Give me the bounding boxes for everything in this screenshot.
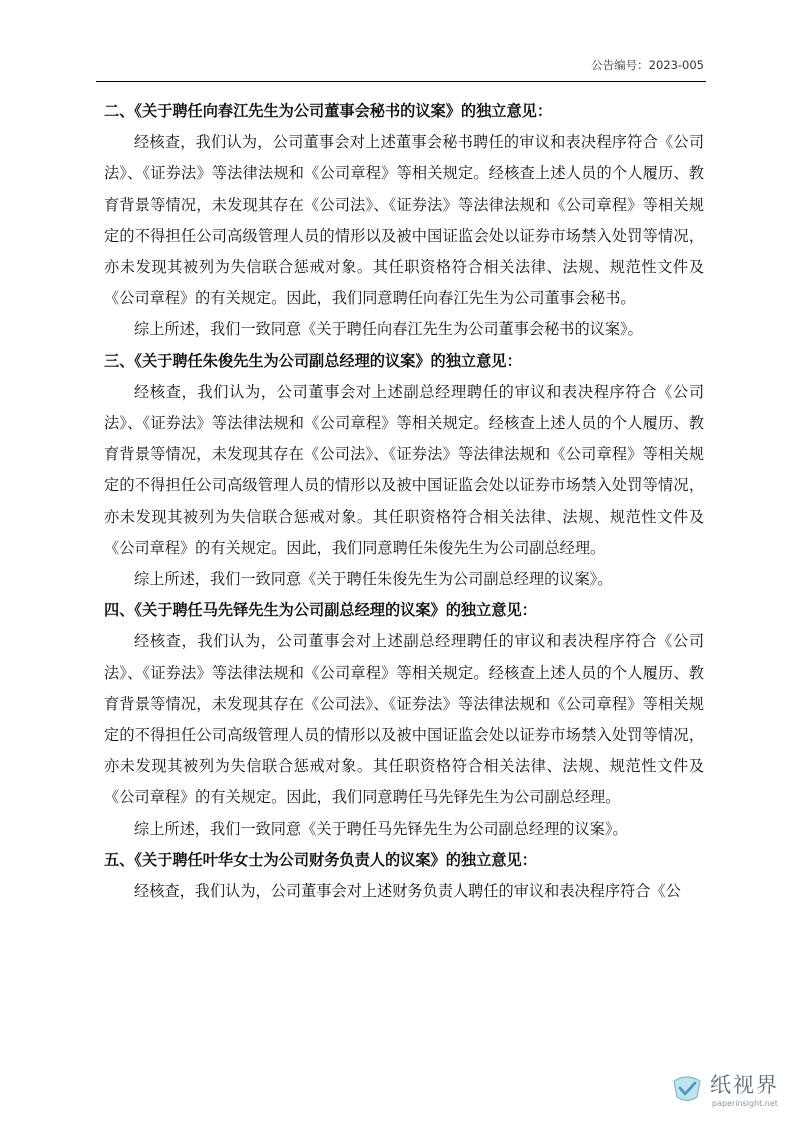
opinion-paragraph-4: 经核查，我们认为，公司董事会对上述副总经理聘任的审议和表决程序符合《公司法》、《证券法》等法律法规和《公司章程》等相关规定。经核查上述人员的个人履历、教育背景等情况，未发现其存在《公司法》、《证券法》等法律法规和《公司章程》等相关规定的不得担任公司高级管理人员的情形以及被中国证监会处以证券市场禁入处罚等情况，亦未发现其被列为失信联合惩戒对象。其任职资格符合相关法律、法规、规范性文件及《公司章程》的有关规定。因此，我们同意聘任马先铎先生为公司副总经理。 — [104, 632, 704, 807]
watermark-url: paperinsight.net — [712, 1099, 778, 1108]
opinion-paragraph-3: 经核查，我们认为，公司董事会对上述副总经理聘任的审议和表决程序符合《公司法》、《证券法》等法律法规和《公司章程》等相关规定。经核查上述人员的个人履历、教育背景等情况，未发现其存在《公司法》、《证券法》等法律法规和《公司章程》等相关规定的不得担任公司高级管理人员的情形以及被中国证监会处以证券市场禁入处罚等情况，亦未发现其被列为失信联合惩戒对象。其任职资格符合相关法律、法规、规范性文件及《公司章程》的有关规定。因此，我们同意聘任朱俊先生为公司副总经理。 — [104, 382, 704, 557]
section-heading-2: 二、《关于聘任向春江先生为公司董事会秘书的议案》的独立意见： — [104, 102, 553, 120]
section-heading-5: 五、《关于聘任叶华女士为公司财务负责人的议案》的独立意见： — [104, 850, 537, 869]
conclusion-paragraph-3: 综上所述，我们一致同意《关于聘任朱俊先生为公司副总经理的议案》。 — [134, 570, 613, 589]
section-heading-3: 三、《关于聘任朱俊先生为公司副总经理的议案》的独立意见： — [104, 351, 522, 370]
conclusion-paragraph-4: 综上所述，我们一致同意《关于聘任马先铎先生为公司副总经理的议案》。 — [134, 819, 628, 838]
paperinsight-logo-icon — [670, 1071, 704, 1105]
header-divider — [96, 81, 706, 82]
opinion-paragraph-2: 经核查，我们认为，公司董事会对上述董事会秘书聘任的审议和表决程序符合《公司法》、《证券法》等法律法规和《公司章程》等相关规定。经核查上述人员的个人履历、教育背景等情况，未发现其存在《公司法》、《证券法》等法律法规和《公司章程》等相关规定的不得担任公司高级管理人员的情形以及被中国证监会处以证券市场禁入处罚等情况，亦未发现其被列为失信联合惩戒对象。其任职资格符合相关法律、法规、规范性文件及《公司章程》的有关规定。因此，我们同意聘任向春江先生为公司董事会秘书。 — [104, 133, 704, 308]
watermark — [670, 1063, 790, 1119]
opinion-paragraph-5: 经核查，我们认为，公司董事会对上述财务负责人聘任的审议和表决程序符合《公 — [134, 882, 681, 901]
watermark-title: 纸视界 — [710, 1073, 779, 1097]
doc-number: 公告编号：2023-005 — [591, 58, 704, 72]
section-heading-4: 四、《关于聘任马先铎先生为公司副总经理的议案》的独立意见： — [104, 601, 537, 620]
conclusion-paragraph-2: 综上所述，我们一致同意《关于聘任向春江先生为公司董事会秘书的议案》。 — [134, 320, 643, 339]
document-body — [104, 96, 704, 907]
